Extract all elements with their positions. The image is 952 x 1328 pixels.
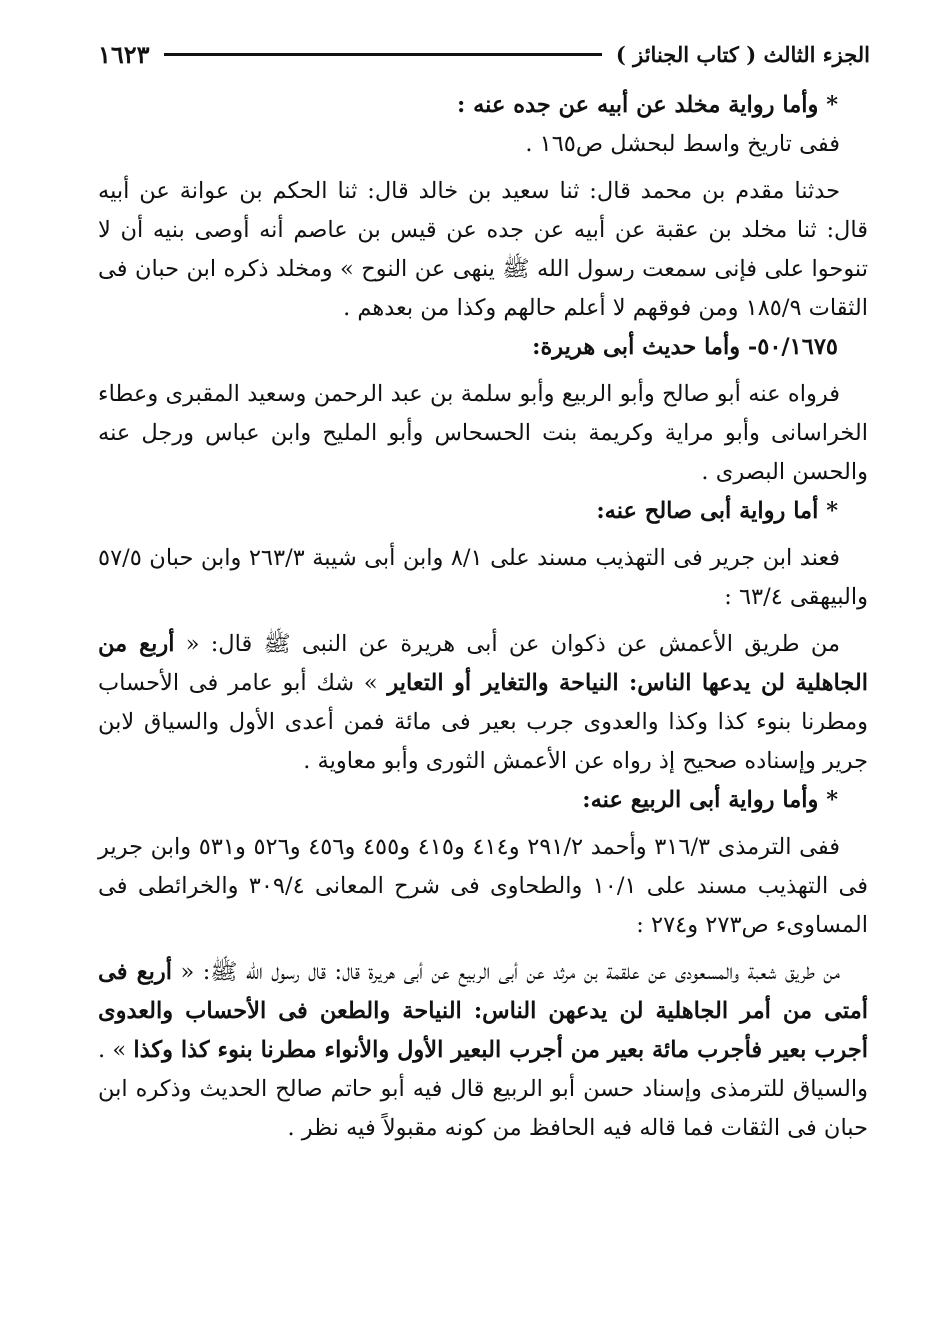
paragraph: ففى الترمذى ٣١٦/٣ وأحمد ٢٩١/٢ و٤١٤ و٤١٥ و٤٥٥ و٤٥٦ و٥٢٦ و٥٣١ وابن جرير فى التهذيب مسند على ١٠/١ والطحاوى فى شرح المعانى ٣٠٩/٤ والخرائطى فى المساوىء ص٢٧٣ و٢٧٤ : [98, 834, 869, 938]
paragraph: ففى تاريخ واسط لبحشل ص١٦٥ . [525, 131, 840, 157]
hadith-quote: أربع من الجاهلية لن يدعها الناس: النياحة والتغاير أو التعاير [98, 631, 869, 696]
paragraph [98, 625, 868, 781]
asterisk-marker: * [826, 92, 838, 118]
heading-text: أما رواية أبى صالح عنه: [596, 498, 819, 524]
text-run: » . والسياق للترمذى وإسناد حسن أبو الربيع قال فيه أبو حاتم صالح الحديث وذكره ابن حبان فى الثقات فما قاله فيه الحافظ من كونه مقبولاً فيه نظر . [98, 1037, 868, 1141]
body-text [98, 86, 868, 1148]
paragraph: فرواه عنه أبو صالح وأبو الربيع وأبو سلمة بن عبد الرحمن وسعيد المقبرى وعطاء الخراسانى وأبو مراية وكريمة بنت الحسحاس وأبو المليح وابن عباس ورجل عنه والحسن البصرى . [98, 381, 868, 485]
section-heading [98, 781, 838, 820]
page-number: ١٦٢٣ [98, 39, 150, 69]
heading-text: وأما رواية مخلد عن أبيه عن جده عنه : [456, 92, 819, 118]
asterisk-marker: * [826, 787, 838, 813]
hadith-quote: أربع فى أمتى من أمر الجاهلية لن يدعهن الناس: النياحة والطعن فى الأحساب والعدوى أجرب بعير فأجرب مائة بعير من أجرب البعير الأول والأنواء مطرنا بنوء كذا وكذا [98, 959, 869, 1063]
section-heading: ٥٠/١٦٧٥- وأما حديث أبى هريرة: [532, 334, 838, 360]
page-header [98, 34, 870, 74]
text-run: من طريق الأعمش عن ذكوان عن أبى هريرة عن النبى ﷺ قال: « [185, 631, 841, 657]
heading-text: وأما رواية أبى الربيع عنه: [582, 787, 819, 813]
asterisk-marker: * [826, 498, 838, 524]
running-title: الجزء الثالث ( كتاب الجنائز ) [615, 41, 870, 67]
text-run: من طريق شعبة والمسعودى عن علقمة بن مرثد عن أبى الربيع عن أبى هريرة قال: قال رسول الله ﷺ: « [180, 959, 840, 985]
paragraph [98, 953, 868, 1148]
section-heading [98, 492, 838, 531]
text-run: » شك أبو عامر فى الأحساب ومطرنا بنوء كذا وكذا والعدوى جرب بعير فى مائة فمن أعدى الأول والسياق لابن جرير وإسناده صحيح إذ رواه عن الأعمش الثورى وأبو معاوية . [98, 670, 868, 774]
header-rule [164, 53, 602, 56]
paragraph: حدثنا مقدم بن محمد قال: ثنا سعيد بن خالد قال: ثنا الحكم بن عوانة عن أبيه قال: ثنا مخلد بن عقبة عن أبيه عن جده عن قيس بن عاصم أنه أوصى بنيه أن لا تنوحوا على فإنى سمعت رسول الله ﷺ ينهى عن النوح » ومخلد ذكره ابن حبان فى الثقات ١٨٥/٩ ومن فوقهم لا أعلم حالهم وكذا من بعدهم . [98, 178, 868, 321]
paragraph: فعند ابن جرير فى التهذيب مسند على ٨/١ وابن أبى شيبة ٢٦٣/٣ وابن حبان ٥٧/٥ والبيهقى ٦٣/٤ : [98, 545, 868, 610]
section-heading [98, 86, 838, 125]
